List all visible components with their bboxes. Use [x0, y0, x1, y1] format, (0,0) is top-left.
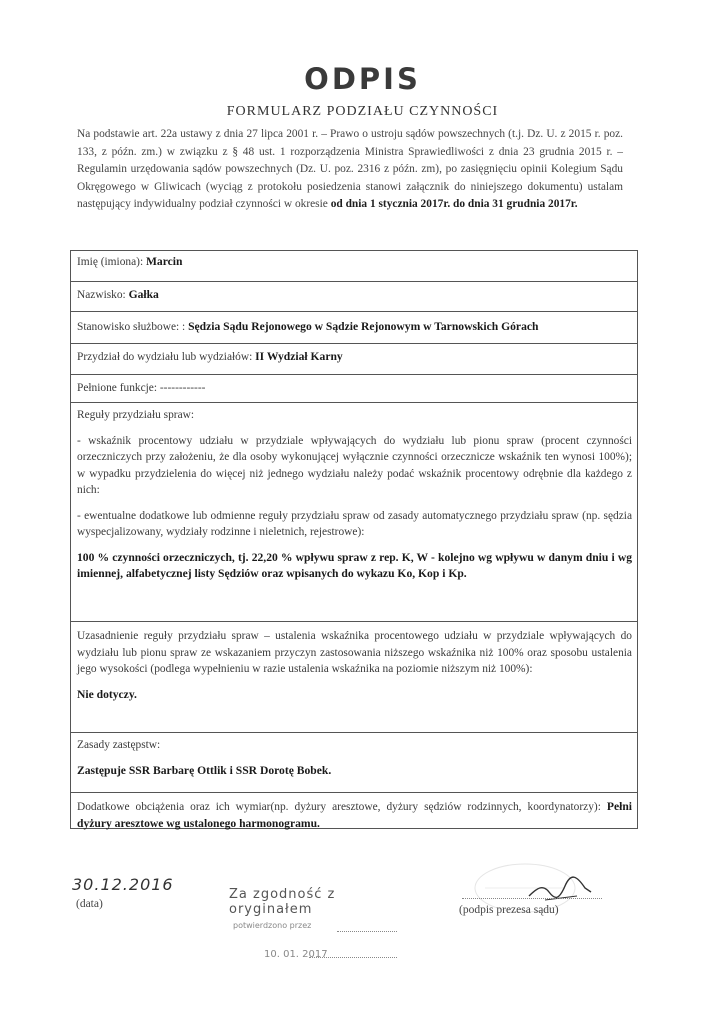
form-title: FORMULARZ PODZIAŁU CZYNNOŚCI	[226, 104, 499, 119]
position-value: Sędzia Sądu Rejonowego w Sądzie Rejonowym w Tarnowskich Górach	[188, 320, 539, 333]
functions-label: Pełnione funkcje:	[77, 382, 160, 394]
functions-value: ------------	[159, 382, 206, 394]
certified-by-label: potwierdzono przez	[233, 921, 312, 930]
assignment-row	[71, 344, 637, 375]
date-label: (data)	[76, 898, 103, 910]
justification-value-text: Nie dotyczy.	[77, 687, 137, 701]
form-table	[70, 250, 638, 829]
rules-additional-note: - ewentualne dodatkowe lub odmienne reguły przydziału spraw od zasady automatycznego przydziału spraw (np. sędzia wyspecjalizowany, wydziały rodzinne i nieletnich, rejestrowe):	[77, 509, 632, 538]
position-label: Stanowisko służbowe: :	[77, 321, 189, 333]
intro-text: Na podstawie art. 22a ustawy z dnia 27 lipca 2001 r. – Prawo o ustroju sądów powszechnych (t.j. Dz. U. z 2015 r. poz. 133, z późn. zm.) w związku z § 48 ust. 1 rozporządzenia Ministra Sprawiedliwości z dnia 23 grudnia 2015 r. – Regulamin urzędowania sądów powszechnych (Dz. U. poz. 2316 z późn. zm), po zasięgnięciu opinii Kolegium Sądu Okręgowego w Gliwicach (wyciąg z protokołu posiedzenia stanowi załącznik do niniejszego dokumentu) ustalam następujący indywidualny podział czynności w okresie	[77, 128, 623, 210]
substitutes-label: Zasady zastępstw:	[77, 739, 161, 751]
first-name-value: Marcin	[145, 255, 183, 268]
position-row	[71, 312, 637, 344]
substitutes-row	[71, 733, 637, 793]
first-name-label: Imię (imiona):	[77, 256, 146, 268]
certification-stamp	[229, 873, 404, 973]
first-name-row	[71, 251, 637, 282]
justification-label: Uzasadnienie reguły przydziału spraw – ustalenia wskaźnika procentowego udziału w przydziale wpływających do wydziału lub pionu spraw ze wskazaniem przyczyn zastosowania niższego wskaźnika niż 100% oraz sposobu ustalenia jego wysokości (podlega wypełnieniu w razie ustalenia wskaźnika na poziomie niższym niż 100%):	[77, 630, 632, 675]
functions-row	[71, 375, 637, 403]
handwritten-date: 30.12.2016	[72, 875, 174, 894]
additional-label: Dodatkowe obciążenia oraz ich wymiar(np. dyżury aresztowe, dyżury sędziów rodzinnych, koordynatorzy):	[77, 801, 607, 813]
assignment-value: II Wydział Karny	[255, 350, 343, 363]
rules-percentage-note: - wskaźnik procentowy udziału w przydziale wpływających do wydziału lub pionu spraw (procent czynności orzeczniczych przy założeniu, że dla osoby wykonującej wyłącznie czynności orzecznicze wskaźnik ten wynosi 100%); w wypadku przydzielenia do więcej niż jednego wydziału należy podać wskaźnik procentowy odrębnie dla każdego z nich:	[77, 434, 632, 496]
certification-stamp-text: Za zgodność z oryginałem	[229, 887, 336, 917]
handwritten-signature-icon	[525, 866, 595, 908]
rules-label: Reguły przydziału spraw:	[77, 409, 195, 421]
additional-duties-row	[71, 793, 637, 828]
additional-duties	[77, 799, 632, 832]
justification-value	[77, 687, 632, 704]
surname-label: Nazwisko:	[77, 289, 129, 301]
assignment-label: Przydział do wydziału lub wydziałów:	[77, 351, 256, 363]
surname-row	[71, 282, 637, 312]
substitutes-value-text: Zastępuje SSR Barbarę Ottlik i SSR Dorotę Bobek.	[77, 763, 332, 777]
additional-value: Pełni dyżury aresztowe wg ustalonego harmonogramu.	[77, 800, 632, 830]
intro-paragraph	[77, 126, 623, 214]
signature-area	[0, 860, 725, 980]
rules-value	[77, 550, 632, 583]
rules-value-text: 100 % czynności orzeczniczych, tj. 22,20 % wpływu spraw z rep. K, W - kolejno wg wpływu w danym dniu i wg imiennej, alfabetycznej listy Sędziów oraz wpisanych do wykazu Ko, Kop i Kp.	[77, 550, 632, 580]
justification-row	[71, 622, 637, 733]
stamp-date: 10. 01. 2017	[264, 949, 328, 960]
president-signature-label: (podpis prezesa sądu)	[459, 904, 559, 916]
intro-period: od dnia 1 stycznia 2017r. do dnia 31 grudnia 2017r.	[330, 198, 578, 210]
copy-stamp: ODPIS	[304, 62, 421, 96]
surname-value: Gałka	[128, 288, 159, 301]
substitutes-value	[77, 763, 632, 780]
rules-row	[71, 403, 637, 622]
